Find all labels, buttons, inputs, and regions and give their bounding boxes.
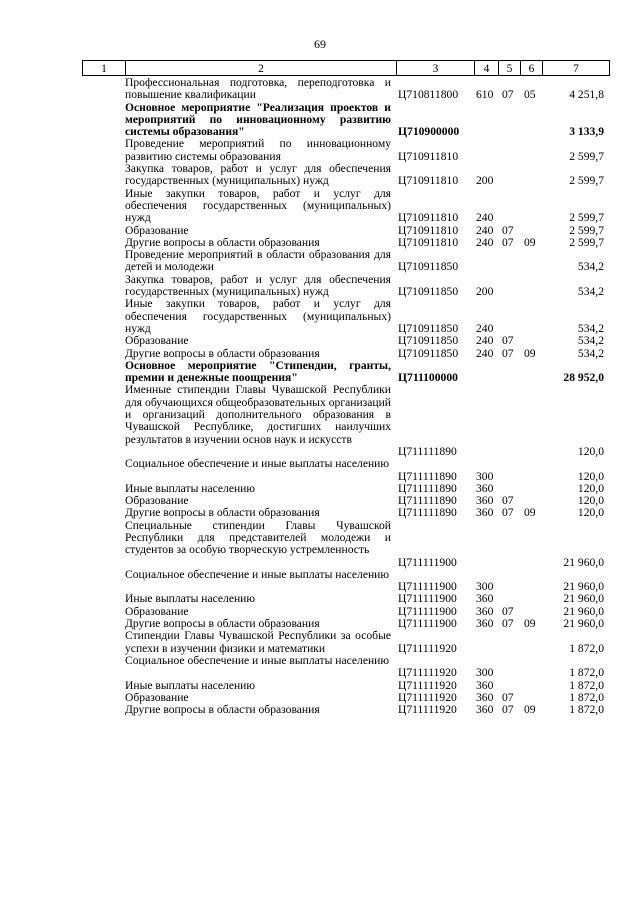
row-code: Ц711111900: [398, 580, 457, 594]
row-code: Ц710900000: [398, 125, 460, 139]
row-vr: 360: [476, 506, 494, 520]
row-vr: 300: [476, 580, 494, 594]
row-sum: 1 872,0: [569, 690, 604, 704]
row-code: Ц711111920: [398, 678, 457, 692]
row-rz: 07: [502, 494, 514, 508]
row-vr: 300: [476, 666, 494, 680]
table-row: [0, 680, 640, 692]
row-code: Ц711111920: [398, 690, 457, 704]
table-row: [0, 298, 640, 335]
table-row: [0, 520, 640, 569]
row-vr: 360: [476, 617, 494, 631]
header-col-3: 3: [396, 60, 474, 76]
row-sum: 21 960,0: [563, 555, 604, 569]
row-code: Ц711111890: [398, 481, 457, 495]
row-name: Иные закупки товаров, работ и услуг для обеспечения государственных (муниципальных) нужд: [125, 186, 391, 225]
row-code: Ц710911810: [398, 174, 459, 188]
row-code: Ц711111900: [398, 604, 457, 618]
row-vr: 610: [476, 88, 494, 102]
row-sum: 534,2: [577, 285, 604, 299]
row-sum: 21 960,0: [563, 592, 604, 606]
table-row: [0, 606, 640, 618]
table-row: [0, 507, 640, 519]
row-name: Образование: [125, 334, 189, 348]
row-sum: 21 960,0: [563, 580, 604, 594]
table-header: [0, 60, 640, 76]
row-rz: 07: [502, 88, 514, 102]
table-row: [0, 249, 640, 274]
table-row: [0, 77, 640, 102]
row-name: Образование: [125, 690, 189, 704]
row-sum: 120,0: [577, 444, 604, 458]
header-col-5: 5: [498, 60, 520, 76]
row-name: Иные выплаты населению: [125, 481, 256, 495]
table-row: [0, 384, 640, 458]
row-sum: 1 872,0: [569, 678, 604, 692]
row-vr: 360: [476, 678, 494, 692]
row-name: Социальное обеспечение и иные выплаты населению: [125, 653, 390, 667]
row-name: Иные закупки товаров, работ и услуг для обеспечения государственных (муниципальных) нужд: [125, 297, 391, 335]
table-row: [0, 655, 640, 680]
table-row: [0, 274, 640, 299]
row-code: Ц710911810: [398, 149, 459, 163]
row-name: Образование: [125, 494, 189, 508]
row-code: Ц711100000: [398, 371, 458, 385]
row-vr: 360: [476, 690, 494, 704]
row-name: Образование: [125, 604, 189, 618]
row-name: Социальное обеспечение и иные выплаты населению: [125, 457, 390, 471]
row-sum: 21 960,0: [563, 617, 604, 631]
row-sum: 534,2: [577, 334, 604, 348]
row-name: Иные выплаты населению: [125, 592, 256, 606]
row-vr: 240: [476, 223, 494, 237]
row-code: Ц711111900: [398, 555, 457, 569]
table-row: [0, 569, 640, 594]
row-code: Ц711111920: [398, 641, 457, 655]
row-pr: 05: [524, 88, 536, 102]
row-sum: 4 251,8: [569, 88, 604, 102]
row-sum: 534,2: [577, 321, 604, 335]
row-code: Ц711111890: [398, 444, 457, 458]
row-code: Ц710911850: [398, 334, 459, 348]
table-row: [0, 360, 640, 385]
row-name: Специальные стипендии Главы Чувашской Республики для представителей молодежи и студентов за особую творческую устремленность: [125, 518, 391, 557]
row-name: Образование: [125, 223, 189, 237]
row-sum: 120,0: [577, 469, 604, 483]
row-vr: 240: [476, 334, 494, 348]
table-row: [0, 483, 640, 495]
row-code: Ц711111890: [398, 506, 457, 520]
row-code: Ц710811800: [398, 88, 459, 102]
row-name: Другие вопросы в области образования: [125, 346, 320, 360]
row-name: Иные выплаты населению: [125, 678, 256, 692]
row-vr: 240: [476, 346, 494, 360]
row-rz: 07: [502, 604, 514, 618]
table-row: [0, 692, 640, 704]
row-sum: 2 599,7: [569, 223, 604, 237]
row-name: Основное мероприятие "Стипендии, гранты, премии и денежные поощрения": [125, 358, 391, 385]
header-col-7: 7: [542, 60, 610, 76]
table-row: [0, 163, 640, 188]
row-name: Проведение мероприятий в области образования для детей и молодежи: [125, 248, 391, 274]
row-sum: 2 599,7: [569, 235, 604, 249]
row-rz: 07: [502, 703, 514, 717]
row-sum: 120,0: [577, 494, 604, 508]
row-code: Ц711111920: [398, 666, 457, 680]
row-sum: 120,0: [577, 481, 604, 495]
row-pr: 09: [524, 617, 536, 631]
row-name: Социальное обеспечение и иные выплаты населению: [125, 567, 390, 581]
row-rz: 07: [502, 506, 514, 520]
table-row: [0, 458, 640, 483]
row-rz: 07: [502, 223, 514, 237]
row-sum: 534,2: [577, 260, 604, 274]
table-row: [0, 335, 640, 347]
row-name: Профессиональная подготовка, переподготовка и повышение квалификации: [125, 76, 391, 102]
row-sum: 1 872,0: [569, 666, 604, 680]
row-vr: 360: [476, 592, 494, 606]
row-name: Стипендии Главы Чувашской Республики за особые успехи в изучении физики и математики: [125, 629, 391, 655]
row-name: Закупка товаров, работ и услуг для обеспечения государственных (муниципальных) нужд: [125, 272, 391, 299]
row-vr: 360: [476, 604, 494, 618]
row-pr: 09: [524, 506, 536, 520]
row-rz: 07: [502, 235, 514, 249]
header-col-1: 1: [82, 60, 125, 76]
row-code: Ц710911850: [398, 321, 459, 335]
row-rz: 07: [502, 346, 514, 360]
row-code: Ц710911810: [398, 235, 459, 249]
row-rz: 07: [502, 617, 514, 631]
row-code: Ц710911810: [398, 223, 459, 237]
table-row: [0, 138, 640, 163]
table-row: [0, 188, 640, 225]
row-code: Ц710911810: [398, 211, 459, 225]
row-sum: 1 872,0: [569, 703, 604, 717]
row-vr: 200: [476, 285, 494, 299]
row-vr: 360: [476, 481, 494, 495]
table-row: [0, 102, 640, 139]
row-pr: 09: [524, 346, 536, 360]
row-pr: 09: [524, 703, 536, 717]
row-name: Проведение мероприятий по инновационному развитию системы образования: [125, 137, 391, 163]
page-number: 69: [314, 37, 326, 51]
row-vr: 200: [476, 174, 494, 188]
row-name: Другие вопросы в области образования: [125, 703, 320, 717]
row-sum: 2 599,7: [569, 211, 604, 225]
row-code: Ц710911850: [398, 285, 459, 299]
row-code: Ц710911850: [398, 346, 459, 360]
row-code: Ц711111900: [398, 592, 457, 606]
table-row: [0, 225, 640, 237]
row-sum: 28 952,0: [563, 371, 604, 385]
header-col-4: 4: [474, 60, 498, 76]
row-vr: 300: [476, 469, 494, 483]
row-sum: 21 960,0: [563, 604, 604, 618]
row-rz: 07: [502, 690, 514, 704]
row-vr: 240: [476, 211, 494, 225]
row-code: Ц711111900: [398, 617, 457, 631]
row-sum: 2 599,7: [569, 149, 604, 163]
row-sum: 120,0: [577, 506, 604, 520]
row-vr: 360: [476, 703, 494, 717]
row-name: Основное мероприятие "Реализация проектов и мероприятий по инновационному развитию системы образования": [125, 100, 391, 139]
table-body: [0, 77, 640, 716]
row-name: Закупка товаров, работ и услуг для обеспечения государственных (муниципальных) нужд: [125, 162, 391, 188]
header-col-6: 6: [520, 60, 542, 76]
row-code: Ц711111890: [398, 494, 457, 508]
row-rz: 07: [502, 334, 514, 348]
row-code: Ц710911850: [398, 260, 459, 274]
row-name: Другие вопросы в области образования: [125, 617, 320, 631]
table-row: [0, 348, 640, 360]
table-row: [0, 630, 640, 655]
row-vr: 360: [476, 494, 494, 508]
row-vr: 240: [476, 321, 494, 335]
row-vr: 240: [476, 235, 494, 249]
row-code: Ц711111890: [398, 469, 457, 483]
table-row: [0, 593, 640, 605]
table-row: [0, 495, 640, 507]
row-sum: 534,2: [577, 346, 604, 360]
header-col-2: 2: [125, 60, 396, 76]
row-code: Ц711111920: [398, 703, 457, 717]
row-sum: 1 872,0: [569, 641, 604, 655]
row-name: Другие вопросы в области образования: [125, 506, 320, 520]
table-row: [0, 704, 640, 716]
row-name: Именные стипендии Главы Чувашской Республики для обучающихся общеобразовательных организаций и организаций дополнительного образования в Чувашской Республике, достигших наилучших результатов в изучении основ наук и искусств: [125, 383, 391, 446]
row-sum: 3 133,9: [569, 125, 604, 139]
row-pr: 09: [524, 235, 536, 249]
row-name: Другие вопросы в области образования: [125, 235, 320, 249]
row-sum: 2 599,7: [569, 174, 604, 188]
